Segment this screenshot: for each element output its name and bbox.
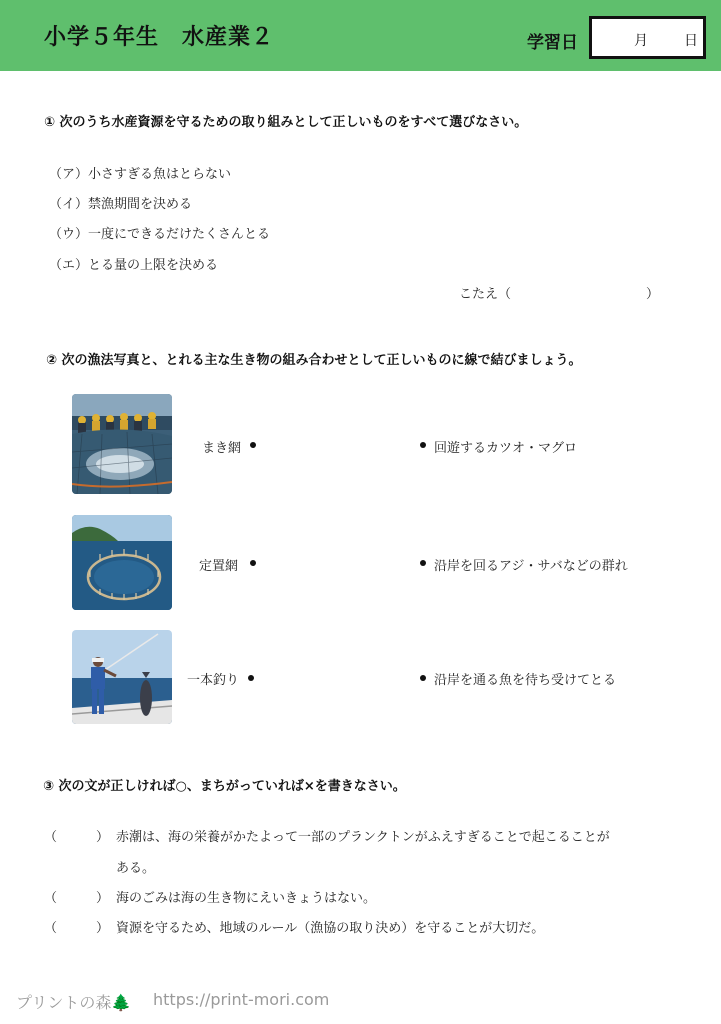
- q3-answer-paren-2[interactable]: （ ）: [44, 891, 110, 906]
- q1-option-u: （ウ）一度にできるだけたくさんとる: [49, 227, 271, 242]
- target-tuna-label: 回遊するカツオ・マグロ: [434, 441, 578, 456]
- target-waiting-label: 沿岸を通る魚を待ち受けてとる: [434, 673, 617, 688]
- q1-option-a: （ア）小さすぎる魚はとらない: [49, 167, 232, 182]
- question-3-prompt: ③ 次の文が正しければ○、まちがっていれば×を書きなさい。: [43, 779, 406, 794]
- target-waiting-dot[interactable]: [420, 675, 426, 681]
- set-net-photo: [72, 515, 172, 610]
- q1-answer-field[interactable]: [520, 279, 644, 301]
- method-pole-line-dot[interactable]: [248, 675, 254, 681]
- target-tuna-dot[interactable]: [420, 442, 426, 448]
- date-field[interactable]: [589, 16, 706, 59]
- header-bar: [0, 0, 721, 71]
- target-mackerel-dot[interactable]: [420, 560, 426, 566]
- q1-option-e: （エ）とる量の上限を決める: [49, 258, 219, 273]
- method-purse-seine-dot[interactable]: [250, 442, 256, 448]
- q1-answer-open: こたえ（: [459, 287, 512, 302]
- q3-statement-3: 資源を守るため、地域のルール（漁協の取り決め）を守ることが大切だ。: [116, 921, 545, 936]
- q3-statement-1-cont: ある。: [116, 861, 156, 876]
- purse-seine-photo: [72, 394, 172, 494]
- method-set-net-dot[interactable]: [250, 560, 256, 566]
- tree-icon: 🌲: [111, 993, 132, 1012]
- day-label: 日: [684, 33, 698, 49]
- footer-logo-text: プリントの森: [16, 993, 112, 1012]
- date-label: 学習日: [527, 33, 578, 53]
- pole-and-line-photo: [72, 630, 172, 724]
- question-1-prompt: ① 次のうち水産資源を守るための取り組みとして正しいものをすべて選びなさい。: [44, 115, 528, 130]
- footer-url-link[interactable]: https://print-mori.com: [153, 990, 330, 1009]
- month-label: 月: [634, 33, 648, 49]
- target-mackerel-label: 沿岸を回るアジ・サバなどの群れ: [434, 559, 628, 574]
- q3-statement-1: 赤潮は、海の栄養がかたよって一部のプランクトンがふえすぎることで起こることが: [116, 830, 610, 845]
- q1-option-i: （イ）禁漁期間を決める: [49, 197, 193, 212]
- page-title: 小学５年生 水産業２: [44, 25, 275, 50]
- method-purse-seine-label: まき網: [202, 441, 242, 456]
- q3-answer-paren-3[interactable]: （ ）: [44, 921, 110, 936]
- question-2-prompt: ② 次の漁法写真と、とれる主な生き物の組み合わせとして正しいものに線で結びましょう。: [46, 353, 582, 368]
- q3-statement-2: 海のごみは海の生き物にえいきょうはない。: [116, 891, 377, 906]
- q3-answer-paren-1[interactable]: （ ）: [44, 830, 110, 845]
- footer-logo: [16, 990, 131, 1013]
- method-set-net-label: 定置網: [199, 559, 239, 574]
- method-pole-line-label: 一本釣り: [187, 673, 240, 688]
- q1-answer-close: ）: [646, 287, 660, 302]
